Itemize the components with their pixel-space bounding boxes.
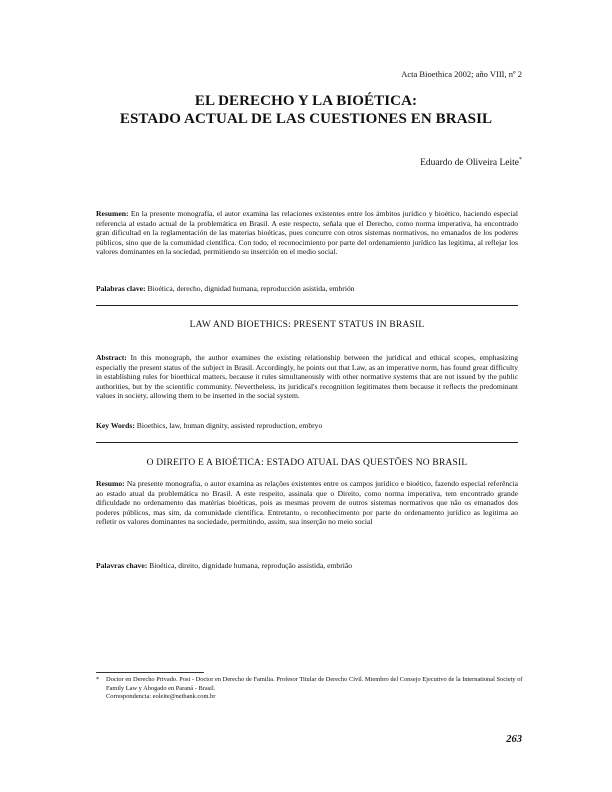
section-divider-2: [96, 442, 518, 443]
author-name: Eduardo de Oliveira Leite: [420, 158, 519, 169]
portuguese-keywords: [96, 561, 518, 571]
journal-citation: Acta Bioethica 2002; año VIII, nº 2: [401, 69, 522, 79]
palabras-clave-text: Bioética, derecho, dignidad humana, reproducción asistida, embrión: [147, 284, 355, 293]
title-line-2: ESTADO ACTUAL DE LAS CUESTIONES EN BRASIL: [119, 111, 493, 127]
english-abstract: [96, 353, 518, 401]
section-divider-1: [96, 305, 518, 306]
footnote-mark: *: [96, 676, 100, 683]
key-words-text: Bioethics, law, human dignity, assisted reproduction, embryo: [136, 421, 323, 430]
author-footnote: [96, 676, 526, 702]
english-heading: LAW AND BIOETHICS: PRESENT STATUS IN BRASIL: [189, 320, 425, 330]
title-line-1: EL DERECHO Y LA BIOÉTICA:: [194, 93, 418, 109]
resumen-label: Resumen:: [96, 209, 129, 218]
resumen-text: En la presente monografía, el autor examina las relaciones existentes entre los ámbitos jurídico y bioético, haciendo especial referencia al estado actual de la problemática en Brasil. A este respecto, señala que el Derecho, como norma imperativa, ha encontrado gran dificultad en la reglamentación de las materias bioéticas, pues concurre con otros sistemas normativos, no emanados de los poderes públicos, sino que de la comunidad científica. Con todo, el reconocimiento por parte del ordenamiento jurídico las legitima, al reflejar los valores dominantes en la sociedad, permitiendo su inserción en el medio social.: [96, 209, 518, 257]
palavras-chave-label: Palavras chave:: [96, 561, 148, 570]
english-keywords: [96, 421, 518, 431]
portuguese-heading: O DIREITO E A BIOÉTICA: ESTADO ATUAL DAS QUESTÕES NO BRASIL: [146, 458, 468, 468]
palabras-clave-label: Palabras clave:: [96, 284, 146, 293]
footnote-correspondence: Correspondencia: eoleite@netbank.com.br: [106, 693, 216, 701]
article-title: [80, 92, 532, 128]
page-number: 263: [506, 734, 522, 745]
author-footnote-mark: *: [519, 157, 522, 163]
spanish-keywords: [96, 284, 518, 294]
palavras-chave-text: Bioética, direito, dignidade humana, reprodução assistida, embrião: [149, 561, 353, 570]
spanish-abstract: [96, 209, 518, 257]
resumo-label: Resumo:: [96, 479, 125, 488]
footnote-affiliation: Doctor en Derecho Privado. Post - Doctor en Derecho de Familia. Profesor Titular de Derecho Civil. Miembro del Consejo Ejecutivo de la International Society of Family Law y Abogado en Paraná - Brasil.: [106, 676, 523, 692]
abstract-label: Abstract:: [96, 353, 127, 362]
portuguese-abstract: [96, 479, 518, 527]
abstract-text: In this monograph, the author examines the existing relationship between the juridical and ethical scopes, emphasizing especially the present status of the subject in Brasil. Accordingly, he points out that Law, as an imperative norm, has found great difficulty in establishing rules for bioethical matters, because it rules simultaneously with other normative systems that are not issued by the public authorities, but by the scientific community. Nevertheless, its juridical's recognition legitimates them because it reflects the predominant values in society, allowing them to be inserted in the social system.: [96, 353, 518, 401]
key-words-label: Key Words:: [96, 421, 135, 430]
resumo-text: Na presente monografia, o autor examina as relações existentes entre os campos jurídico e bioético, fazendo especial referência ao estado atual da problemática no Brasil. A este respeito, assinala que o Direito, como norma imperativa, tem encontrado grande dificuldade no ordenamento das matérias bioéticas, pois as mesmas provem de outros sistemas normativos que não os emanados dos poderes públicos, mas sim, da comunidade científica. Entretanto, o reconhecimento por parte do ordenamento jurídico as legitima ao refletir os valores dominantes na sociedade, permitindo, assim, sua inserção no meio social: [96, 479, 518, 527]
footnote-rule: [96, 672, 204, 673]
author-line: [420, 157, 522, 168]
